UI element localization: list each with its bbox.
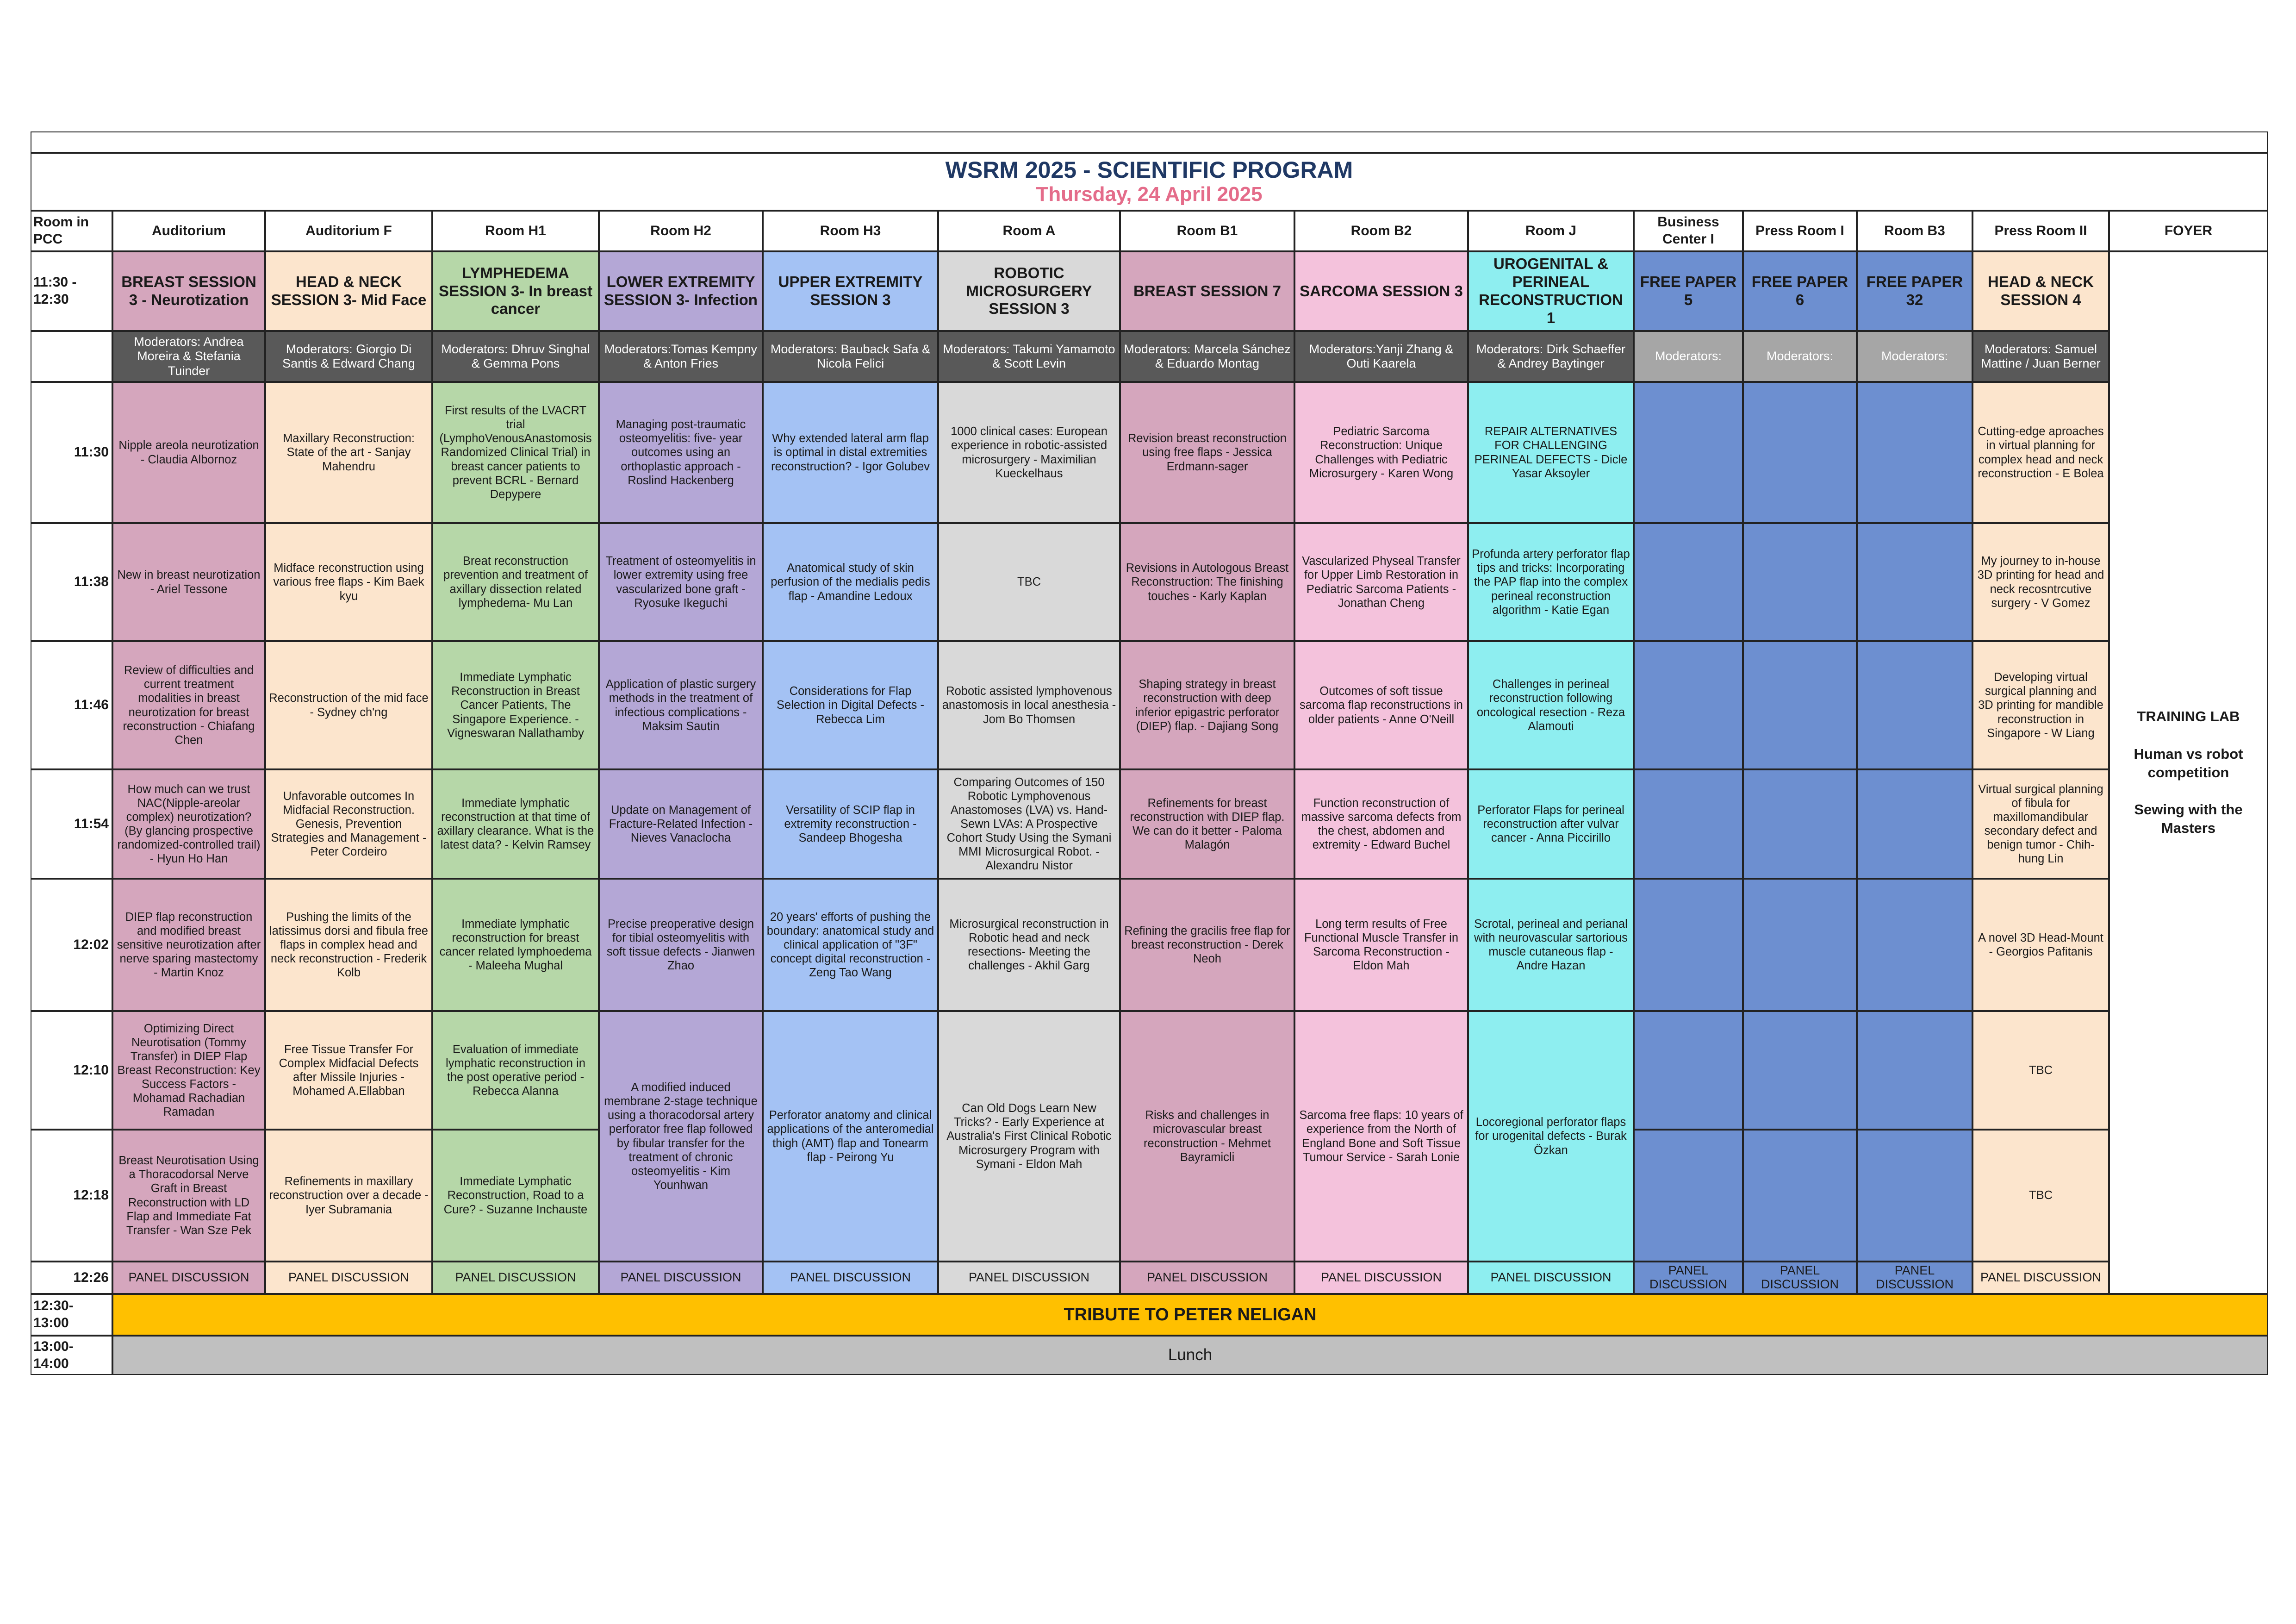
talk-time: 12:18	[31, 1130, 112, 1262]
talk-cell: Application of plastic surgery methods in the treatment of infectious complications - Maksim Sautin	[599, 641, 763, 769]
talk-cell: First results of the LVACRT trial (LymphoVenousAnastomosis Randomized Clinical Trial) in breast cancer patients to prevent BCRL - Bernard Depypere	[432, 382, 599, 523]
talk-cell	[1634, 879, 1743, 1011]
talk-cell: Comparing Outcomes of 150 Robotic Lymphovenous Anastomoses (LVA) vs. Hand-Sewn LVAs: A Prospective Cohort Study Using the Symani MMI Microsurgical Robot. - Alexandru Nistor	[938, 769, 1120, 879]
talk-cell: Midface reconstruction using various free flaps - Kim Baek kyu	[265, 523, 432, 641]
talk-cell: Sarcoma free flaps: 10 years of experience from the North of England Bone and Soft Tissue Tumour Service - Sarah Lonie	[1294, 1011, 1468, 1262]
session-title: SARCOMA SESSION 3	[1294, 251, 1468, 331]
talk-cell: Vascularized Physeal Transfer for Upper Limb Restoration in Pediatric Sarcoma Patients - Jonathan Cheng	[1294, 523, 1468, 641]
talk-cell: Refinements in maxillary reconstruction over a decade - Iyer Subramania	[265, 1130, 432, 1262]
talk-cell: Microsurgical reconstruction in Robotic head and neck resections- Meeting the challenges - Akhil Garg	[938, 879, 1120, 1011]
tribute-time: 12:30- 13:00	[31, 1294, 112, 1336]
talk-time: 12:10	[31, 1011, 112, 1130]
talk-cell: TBC	[1972, 1011, 2109, 1130]
session-title: ROBOTIC MICROSURGERY SESSION 3	[938, 251, 1120, 331]
talk-cell: Immediate lymphatic reconstruction for breast cancer related lymphoedema - Maleeha Mughal	[432, 879, 599, 1011]
talk-cell: Refining the gracilis free flap for breast reconstruction - Derek Neoh	[1120, 879, 1294, 1011]
talk-cell	[1634, 523, 1743, 641]
talk-cell: Risks and challenges in microvascular breast reconstruction - Mehmet Bayramicli	[1120, 1011, 1294, 1262]
talk-cell: Developing virtual surgical planning and 3D printing for mandible reconstruction in Singapore - W Liang	[1972, 641, 2109, 769]
panel-discussion: PANEL DISCUSSION	[1634, 1262, 1743, 1294]
talk-cell: Perforator Flaps for perineal reconstruction after vulvar cancer - Anna Piccirillo	[1468, 769, 1634, 879]
session-title: UPPER EXTREMITY SESSION 3	[763, 251, 938, 331]
talk-cell: Immediate Lymphatic Reconstruction in Breast Cancer Patients, The Singapore Experience. - Vigneswaran Nallathamby	[432, 641, 599, 769]
talk-cell: Evaluation of immediate lymphatic reconstruction in the post operative period - Rebecca Alanna	[432, 1011, 599, 1130]
talk-cell: Treatment of osteomyelitis in lower extremity using free vascularized bone graft - Ryosuke Ikeguchi	[599, 523, 763, 641]
talk-cell	[1634, 1011, 1743, 1130]
talk-cell: Breast Neurotisation Using a Thoracodorsal Nerve Graft in Breast Reconstruction with LD Flap and Immediate Fat Transfer - Wan Sze Pek	[112, 1130, 265, 1262]
session-moderators: Moderators: Samuel Mattine / Juan Berner	[1972, 331, 2109, 382]
session-time: 11:30 - 12:30	[31, 251, 112, 331]
talk-cell: Perforator anatomy and clinical applications of the anteromedial thigh (AMT) flap and Tonearm flap - Peirong Yu	[763, 1011, 938, 1262]
foyer-line-sewing: Sewing with the Masters	[2134, 801, 2243, 837]
session-moderators: Moderators:Tomas Kempny & Anton Fries	[599, 331, 763, 382]
session-title: FREE PAPER 6	[1743, 251, 1857, 331]
session-title: LYMPHEDEMA SESSION 3- In breast cancer	[432, 251, 599, 331]
talk-cell: Cutting-edge aproaches in virtual planning for complex head and neck reconstruction - E Bolea	[1972, 382, 2109, 523]
session-moderators: Moderators: Bauback Safa & Nicola Felici	[763, 331, 938, 382]
talk-cell	[1857, 382, 1972, 523]
talk-cell: Virtual surgical planning of fibula for maxillomandibular secondary defect and benign tumor - Chih-hung Lin	[1972, 769, 2109, 879]
talk-cell: Shaping strategy in breast reconstruction with deep inferior epigastric perforator (DIEP) flap. - Dajiang Song	[1120, 641, 1294, 769]
talk-cell: Refinements for breast reconstruction with DIEP flap. We can do it better - Paloma Malagón	[1120, 769, 1294, 879]
talk-cell: Breat reconstruction prevention and treatment of axillary dissection related lymphedema- Mu Lan	[432, 523, 599, 641]
talk-cell: A modified induced membrane 2-stage technique using a thoracodorsal artery perforator free flap followed by fibular transfer for the treatment of chronic osteomyelitis - Kim Younhwan	[599, 1011, 763, 1262]
talk-cell: Maxillary Reconstruction: State of the art - Sanjay Mahendru	[265, 382, 432, 523]
talk-cell: Optimizing Direct Neurotisation (Tommy Transfer) in DIEP Flap Breast Reconstruction: Key Success Factors - Mohamad Rachadian Ramadan	[112, 1011, 265, 1130]
session-moderators: Moderators: Takumi Yamamoto & Scott Levin	[938, 331, 1120, 382]
talk-cell	[1857, 641, 1972, 769]
room-header: Room H3	[763, 211, 938, 251]
session-title: HEAD & NECK SESSION 3- Mid Face	[265, 251, 432, 331]
lunch-time: 13:00- 14:00	[31, 1336, 112, 1375]
panel-discussion: PANEL DISCUSSION	[112, 1262, 265, 1294]
session-moderators: Moderators: Dirk Schaeffer & Andrey Baytinger	[1468, 331, 1634, 382]
session-title: HEAD & NECK SESSION 4	[1972, 251, 2109, 331]
talk-cell: Robotic assisted lymphovenous anastomosis in local anesthesia - Jom Bo Thomsen	[938, 641, 1120, 769]
session-title: UROGENITAL & PERINEAL RECONSTRUCTION 1	[1468, 251, 1634, 331]
talk-cell	[1743, 641, 1857, 769]
session-title: BREAST SESSION 7	[1120, 251, 1294, 331]
talk-cell: Pushing the limits of the latissimus dorsi and fibula free flaps in complex head and neck reconstruction - Frederik Kolb	[265, 879, 432, 1011]
room-header: Room H2	[599, 211, 763, 251]
session-title: BREAST SESSION 3 - Neurotization	[112, 251, 265, 331]
panel-discussion: PANEL DISCUSSION	[432, 1262, 599, 1294]
session-moderators: Moderators:	[1857, 331, 1972, 382]
talk-cell: REPAIR ALTERNATIVES FOR CHALLENGING PERINEAL DEFECTS - Dicle Yasar Aksoyler	[1468, 382, 1634, 523]
panel-discussion: PANEL DISCUSSION	[1743, 1262, 1857, 1294]
session-title: LOWER EXTREMITY SESSION 3- Infection	[599, 251, 763, 331]
talk-cell: Can Old Dogs Learn New Tricks? - Early Experience at Australia's First Clinical Robotic Microsurgery Program with Symani - Eldon Mah	[938, 1011, 1120, 1262]
talk-time: 11:46	[31, 641, 112, 769]
panel-discussion: PANEL DISCUSSION	[1120, 1262, 1294, 1294]
room-header: Business Center I	[1634, 211, 1743, 251]
program-table	[31, 131, 2268, 1375]
talk-cell: Managing post-traumatic osteomyelitis: five- year outcomes using an orthoplastic approach - Roslind Hackenberg	[599, 382, 763, 523]
talk-cell	[1857, 879, 1972, 1011]
talk-cell: Scrotal, perineal and perianal with neurovascular sartorious muscle cutaneous flap - Andre Hazan	[1468, 879, 1634, 1011]
talk-cell: 1000 clinical cases: European experience in robotic-assisted microsurgery - Maximilian Kueckelhaus	[938, 382, 1120, 523]
session-moderators: Moderators:	[1634, 331, 1743, 382]
talk-cell: Revisions in Autologous Breast Reconstruction: The finishing touches - Karly Kaplan	[1120, 523, 1294, 641]
session-moderators: Moderators: Andrea Moreira & Stefania Tuinder	[112, 331, 265, 382]
talk-cell: Locoregional perforator flaps for urogenital defects - Burak Özkan	[1468, 1011, 1634, 1262]
foyer-line-competition: Human vs robot competition	[2134, 745, 2243, 781]
talk-cell: My journey to in-house 3D printing for head and neck recosntrcutive surgery - V Gomez	[1972, 523, 2109, 641]
talk-cell: Free Tissue Transfer For Complex Midfacial Defects after Missile Injuries - Mohamed A.Ellabban	[265, 1011, 432, 1130]
talk-cell	[1634, 641, 1743, 769]
talk-cell: Nipple areola neurotization - Claudia Albornoz	[112, 382, 265, 523]
page-title: WSRM 2025 - SCIENTIFIC PROGRAM	[945, 156, 1353, 183]
talk-cell	[1743, 769, 1857, 879]
talk-cell: How much can we trust NAC(Nipple-areolar complex) neurotization? (By glancing prospective randomized-controlled trail) - Hyun Ho Han	[112, 769, 265, 879]
talk-cell: Precise preoperative design for tibial osteomyelitis with soft tissue defects - Jianwen Zhao	[599, 879, 763, 1011]
room-header: Auditorium F	[265, 211, 432, 251]
talk-cell: TBC	[1972, 1130, 2109, 1262]
talk-cell: Considerations for Flap Selection in Digital Defects - Rebecca Lim	[763, 641, 938, 769]
talk-cell	[1743, 1011, 1857, 1130]
talk-cell: Pediatric Sarcoma Reconstruction: Unique Challenges with Pediatric Microsurgery - Karen Wong	[1294, 382, 1468, 523]
top-border-row	[31, 131, 2268, 153]
session-moderators: Moderators: Marcela Sánchez & Eduardo Montag	[1120, 331, 1294, 382]
talk-cell: Review of difficulties and current treatment modalities in breast neurotization for breast reconstruction - Chiafang Chen	[112, 641, 265, 769]
panel-discussion: PANEL DISCUSSION	[265, 1262, 432, 1294]
room-header: Press Room II	[1972, 211, 2109, 251]
talk-cell: New in breast neurotization - Ariel Tessone	[112, 523, 265, 641]
panel-discussion: PANEL DISCUSSION	[763, 1262, 938, 1294]
talk-cell	[1857, 523, 1972, 641]
talk-time: 12:26	[31, 1262, 112, 1294]
room-header: Room H1	[432, 211, 599, 251]
tribute-banner: TRIBUTE TO PETER NELIGAN	[112, 1294, 2268, 1336]
talk-cell: Challenges in perineal reconstruction following oncological resection - Reza Alamouti	[1468, 641, 1634, 769]
room-label: Room in PCC	[31, 211, 112, 251]
talk-cell: Immediate lymphatic reconstruction at that time of axillary clearance. What is the latest data? - Kelvin Ramsey	[432, 769, 599, 879]
page-subtitle: Thursday, 24 April 2025	[1036, 182, 1263, 206]
panel-discussion: PANEL DISCUSSION	[599, 1262, 763, 1294]
talk-cell	[1634, 382, 1743, 523]
session-title: FREE PAPER 32	[1857, 251, 1972, 331]
talk-time: 11:38	[31, 523, 112, 641]
talk-cell	[1743, 523, 1857, 641]
room-header: Press Room I	[1743, 211, 1857, 251]
room-header: Room A	[938, 211, 1120, 251]
talk-cell: A novel 3D Head-Mount - Georgios Pafitanis	[1972, 879, 2109, 1011]
room-header: Room B3	[1857, 211, 1972, 251]
talk-time: 11:54	[31, 769, 112, 879]
talk-cell: Anatomical study of skin perfusion of the medialis pedis flap - Amandine Ledoux	[763, 523, 938, 641]
session-moderators: Moderators:	[1743, 331, 1857, 382]
talk-cell	[1743, 879, 1857, 1011]
talk-cell: Unfavorable outcomes In Midfacial Reconstruction. Genesis, Prevention Strategies and Management - Peter Cordeiro	[265, 769, 432, 879]
panel-discussion: PANEL DISCUSSION	[1972, 1262, 2109, 1294]
talk-cell: Revision breast reconstruction using free flaps - Jessica Erdmann-sager	[1120, 382, 1294, 523]
talk-cell: Reconstruction of the mid face - Sydney ch'ng	[265, 641, 432, 769]
talk-time: 11:30	[31, 382, 112, 523]
talk-cell: Function reconstruction of massive sarcoma defects from the chest, abdomen and extremity - Edward Buchel	[1294, 769, 1468, 879]
talk-time: 12:02	[31, 879, 112, 1011]
foyer-line-training-lab: TRAINING LAB	[2137, 708, 2240, 725]
room-header: Room J	[1468, 211, 1634, 251]
room-header: Room B2	[1294, 211, 1468, 251]
session-moderators: Moderators: Dhruv Singhal & Gemma Pons	[432, 331, 599, 382]
talk-cell	[1743, 1130, 1857, 1262]
talk-cell	[1743, 382, 1857, 523]
lunch-banner: Lunch	[112, 1336, 2268, 1375]
session-title: FREE PAPER 5	[1634, 251, 1743, 331]
session-moderators: Moderators:Yanji Zhang & Outi Kaarela	[1294, 331, 1468, 382]
talk-cell: Why extended lateral arm flap is optimal in distal extremities reconstruction? - Igor Golubev	[763, 382, 938, 523]
talk-cell: Outcomes of soft tissue sarcoma flap reconstructions in older patients - Anne O'Neill	[1294, 641, 1468, 769]
program-title-block	[31, 153, 2268, 211]
panel-discussion: PANEL DISCUSSION	[938, 1262, 1120, 1294]
talk-cell: Immediate Lymphatic Reconstruction, Road to a Cure? - Suzanne Inchauste	[432, 1130, 599, 1262]
talk-cell	[1857, 769, 1972, 879]
talk-cell: Profunda artery perforator flap tips and tricks: Incorporating the PAP flap into the complex perineal reconstruction algorithm - Katie Egan	[1468, 523, 1634, 641]
foyer-training-lab	[2109, 251, 2268, 1294]
panel-discussion: PANEL DISCUSSION	[1468, 1262, 1634, 1294]
panel-discussion: PANEL DISCUSSION	[1294, 1262, 1468, 1294]
talk-cell: DIEP flap reconstruction and modified breast sensitive neurotization after nerve sparing mastectomy - Martin Knoz	[112, 879, 265, 1011]
room-header: FOYER	[2109, 211, 2268, 251]
talk-cell	[1857, 1011, 1972, 1130]
room-header: Auditorium	[112, 211, 265, 251]
talk-cell: TBC	[938, 523, 1120, 641]
talk-cell: Update on Management of Fracture-Related Infection - Nieves Vanaclocha	[599, 769, 763, 879]
talk-cell	[1634, 1130, 1743, 1262]
talk-cell: Versatility of SCIP flap in extremity reconstruction - Sandeep Bhogesha	[763, 769, 938, 879]
session-moderators: Moderators: Giorgio Di Santis & Edward Chang	[265, 331, 432, 382]
panel-discussion: PANEL DISCUSSION	[1857, 1262, 1972, 1294]
talk-cell	[1634, 769, 1743, 879]
talk-cell: Long term results of Free Functional Muscle Transfer in Sarcoma Reconstruction - Eldon Mah	[1294, 879, 1468, 1011]
talk-cell	[1857, 1130, 1972, 1262]
talk-cell: 20 years' efforts of pushing the boundary: anatomical study and clinical application of "3F" concept digital reconstruction - Zeng Tao Wang	[763, 879, 938, 1011]
empty-time-cell	[31, 331, 112, 382]
room-header: Room B1	[1120, 211, 1294, 251]
